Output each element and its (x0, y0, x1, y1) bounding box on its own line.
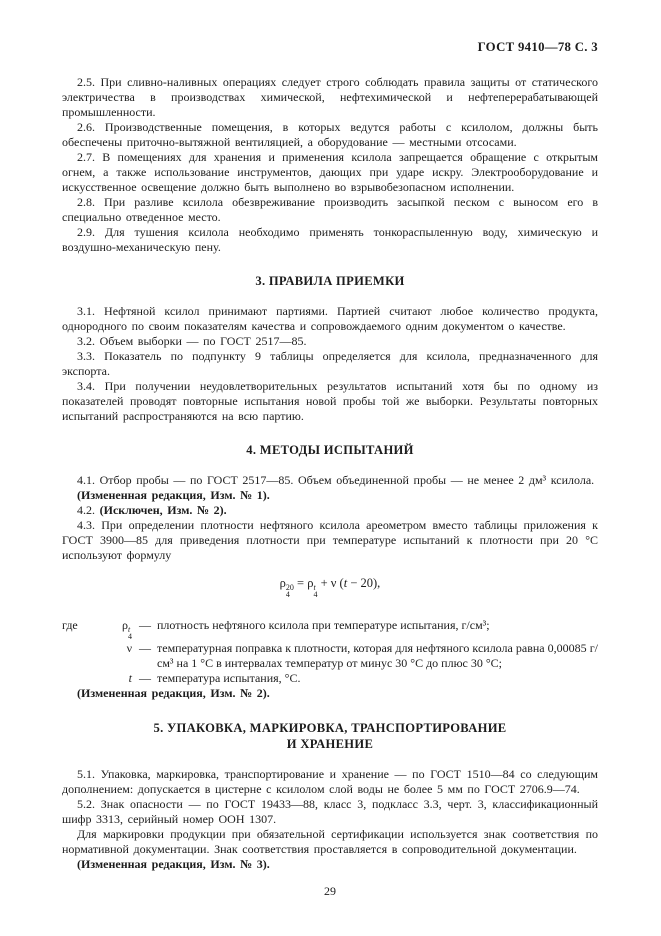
legend-text-rho: плотность нефтяного ксилола при температуре испытания, г/см³; (157, 618, 490, 632)
paragraph-2-9: 2.9. Для тушения ксилола необходимо применять тонкораспыленную воду, химическую и воздушно-механическую пену. (62, 225, 598, 254)
legend-item-t (62, 671, 598, 686)
section-5-heading-line2: И ХРАНЕНИЕ (286, 737, 374, 751)
paragraph-4-3: 4.3. При определении плотности нефтяного ксилола ареометром вместо таблицы приложения к ГОСТ 3900—85 для приведения плотности при температуре испытаний к плотности при 20 °С используют формулу (62, 518, 598, 562)
paragraph-2-8: 2.8. При разливе ксилола обезвреживание производить засыпкой песком с выносом его в специально отведенное место. (62, 195, 598, 224)
paragraph-4-2-number: 4.2. (77, 503, 100, 517)
excluded-note: (Исключен, Изм. № 2). (99, 503, 227, 517)
legend-term-t: t (128, 671, 132, 685)
formula-legend (62, 618, 598, 686)
section-4-heading: 4. МЕТОДЫ ИСПЫТАНИЙ (246, 443, 414, 457)
legend-where-word: где (62, 618, 78, 632)
amendment-note-2: (Измененная редакция, Изм. № 2). (77, 686, 270, 700)
paragraph-3-2: 3.2. Объем выборки — по ГОСТ 2517—85. (77, 334, 307, 348)
legend-dash: — (139, 641, 151, 655)
paragraph-4-1: 4.1. Отбор пробы — по ГОСТ 2517—85. Объем объединенной пробы — не менее 2 дм³ ксилола. (77, 473, 595, 487)
paragraph-3-1: 3.1. Нефтяной ксилол принимают партиями. Партией считают любое количество продукта, однородного по своим показателям качества и сопровождаемого одним документом о качестве. (62, 304, 598, 333)
page-number: 29 (324, 884, 336, 898)
paragraph-5-2: 5.2. Знак опасности — по ГОСТ 19433—88, класс 3, подкласс 3.3, черт. 3, классификационный шифр 3313, серийный номер ООН 1307. (62, 797, 598, 826)
legend-item-nu (62, 641, 598, 671)
gost-document-header: ГОСТ 9410—78 С. 3 (477, 40, 598, 54)
paragraph-2-6: 2.6. Производственные помещения, в которых ведутся работы с ксилолом, должны быть обеспечены приточно-вытяжной вентиляцией, а оборудование — местными отсосами. (62, 120, 598, 149)
density-formula (62, 576, 598, 599)
amendment-note-3: (Измененная редакция, Изм. № 3). (77, 857, 270, 871)
section-5-heading (62, 720, 598, 752)
legend-term-rho: ρ t 4 (122, 618, 132, 641)
legend-dash: — (139, 618, 151, 632)
paragraph-2-7: 2.7. В помещениях для хранения и применения ксилола запрещается обращение с открытым огнем, а также использование инструментов, дающих при ударе искру. Электрооборудование и искусственное освещение должно быть выполнено во взрывобезопасном исполнении. (62, 150, 598, 194)
formula-equals: = (293, 576, 308, 590)
paragraph-5-2-cont: Для маркировки продукции при обязательной сертификации используется знак соответствия по нормативной документации. Знак соответствия проставляется в сопроводительной документации. (62, 827, 598, 856)
legend-text-t: температура испытания, °С. (157, 671, 301, 685)
formula-rho-20: ρ 20 4 (279, 576, 294, 599)
formula-rho-t: ρ t 4 (307, 576, 318, 599)
legend-item-rho (62, 618, 598, 641)
legend-dash: — (139, 671, 151, 685)
section-5-heading-line1: 5. УПАКОВКА, МАРКИРОВКА, ТРАНСПОРТИРОВАНИЕ (153, 721, 507, 735)
legend-term-nu: ν (126, 641, 132, 655)
formula-tail: + ν (t − 20), (317, 576, 381, 590)
document-body (62, 75, 598, 899)
paragraph-3-4: 3.4. При получении неудовлетворительных результатов испытаний хотя бы по одному из показателей проводят повторные испытания новой пробы той же выборки. Результаты повторных испытаний распространяются на всю партию. (62, 379, 598, 423)
amendment-note-1: (Измененная редакция, Изм. № 1). (77, 488, 270, 502)
paragraph-3-3: 3.3. Показатель по подпункту 9 таблицы определяется для ксилола, предназначенного для экспорта. (62, 349, 598, 378)
paragraph-5-1: 5.1. Упаковка, маркировка, транспортирование и хранение — по ГОСТ 1510—84 со следующим дополнением: допускается в цистерне с ксилолом слой воды не более 5 мм по ГОСТ 2706.9—74. (62, 767, 598, 796)
paragraph-2-5: 2.5. При сливно-наливных операциях следует строго соблюдать правила защиты от статического электричества в производствах химической, нефтехимической и нефтеперерабатывающей промышленности. (62, 75, 598, 119)
legend-text-nu: температурная поправка к плотности, которая для нефтяного ксилола равна 0,00085 г/см³ на 1 °С в интервалах температур от минус 30 °С до плюс 30 °С; (157, 641, 598, 670)
section-3-heading: 3. ПРАВИЛА ПРИЕМКИ (255, 274, 405, 288)
paragraph-4-2 (62, 503, 598, 518)
